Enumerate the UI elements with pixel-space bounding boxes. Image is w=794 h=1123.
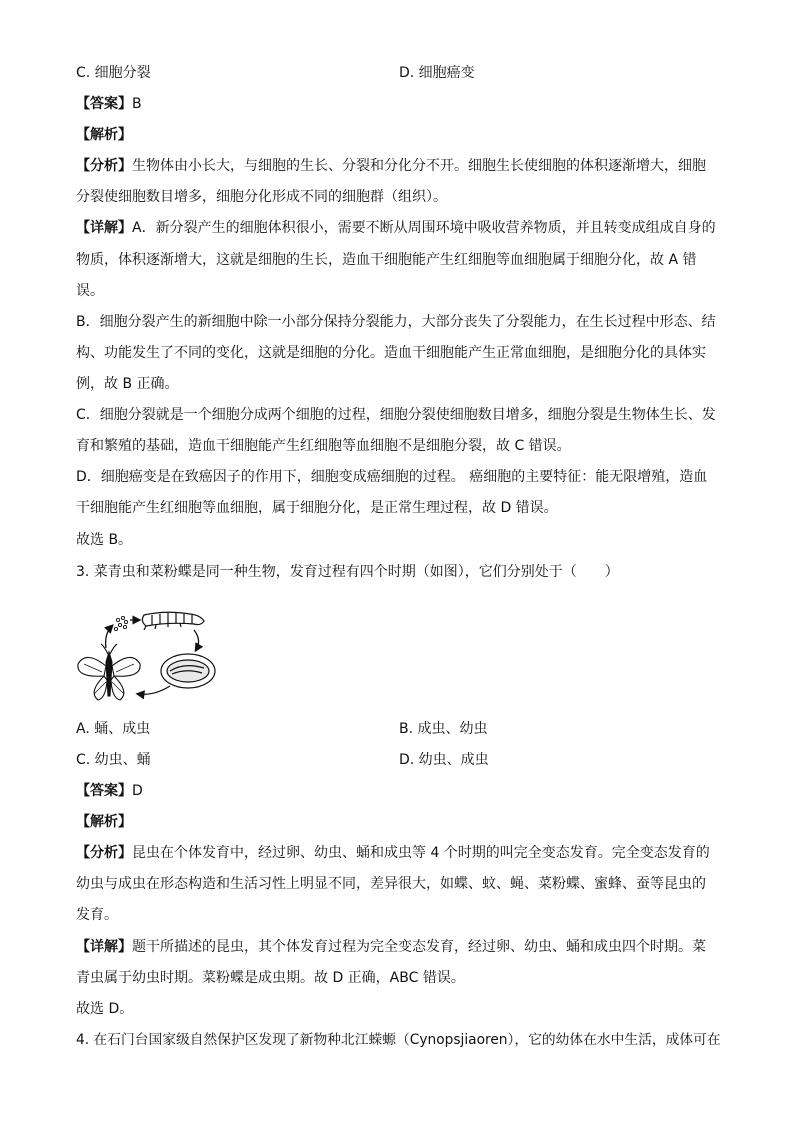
eggs-icon (114, 616, 127, 630)
q2-detail-d-line1: D．细胞癌变是在致癌因子的作用下，细胞变成癌细胞的过程。 癌细胞的主要特征：能无限增殖，造血 (76, 469, 708, 485)
answer-tag: 【答案】 (76, 783, 132, 799)
answer-tag: 【答案】 (76, 96, 132, 112)
q2-detail-a-line3: 误。 (76, 283, 104, 299)
q2-detail-a-line2: 物质，体积逐渐增大，这就是细胞的生长，造血干细胞能产生红细胞等血细胞属于细胞分化，故 A 错 (76, 252, 697, 268)
fenxi-text: 生物体由小长大，与细胞的生长、分裂和分化分不开。细胞生长使细胞的体积逐渐增大，细胞 (132, 158, 706, 174)
answer-value: D (132, 783, 143, 799)
butterfly-life-cycle-figure (74, 606, 224, 710)
q3-fenxi-line2: 幼虫与成虫在形态构造和生活习性上明显不同，差异很大，如蝶、蚊、蝇、菜粉蝶、蜜蜂、蚕等昆虫的 (76, 876, 706, 892)
q3-option-d[interactable]: D. 幼虫、成虫 (399, 752, 489, 768)
q3-fenxi-line1 (76, 843, 710, 863)
butterfly-icon (78, 644, 140, 700)
detail-text: 题干所描述的昆虫，其个体发育过程为完全变态发育，经过卵、幼虫、蛹和成虫四个时期。菜 (132, 939, 706, 955)
q2-answer (76, 94, 142, 114)
xiangjie-tag: 【详解】 (76, 220, 132, 236)
fenxi-tag: 【分析】 (76, 158, 132, 174)
xiangjie-tag: 【详解】 (76, 939, 132, 955)
q2-detail-b-line2: 构、功能发生了不同的变化，这就是细胞的分化。造血干细胞能产生正常血细胞，是细胞分化的具体实 (76, 345, 706, 361)
q3-conclusion: 故选 D。 (76, 1001, 134, 1017)
q2-detail-b-line3: 例，故 B 正确。 (76, 376, 179, 392)
q2-conclusion: 故选 B。 (76, 532, 133, 548)
q3-answer (76, 781, 143, 801)
q3-option-c[interactable]: C. 幼虫、蛹 (76, 752, 151, 768)
q2-detail-c-line1: C．细胞分裂就是一个细胞分成两个细胞的过程，细胞分裂使细胞数目增多，细胞分裂是生物体生长、发 (76, 407, 716, 423)
q2-option-c[interactable]: C. 细胞分裂 (76, 65, 151, 81)
q4-stem: 4. 在石门台国家级自然保护区发现了新物种北江蝾螈（Cynopsjiaoren），它的幼体在水中生活，成体可在 (76, 1032, 721, 1048)
q3-detail-line2: 青虫属于幼虫时期。菜粉蝶是成虫期。故 D 正确，ABC 错误。 (76, 970, 465, 986)
answer-value: B (132, 96, 142, 112)
q3-analysis-tag: 【解析】 (76, 814, 132, 830)
q2-option-d[interactable]: D. 细胞癌变 (399, 65, 475, 81)
q2-detail-a-line1 (76, 218, 716, 238)
q2-analysis-tag: 【解析】 (76, 127, 132, 143)
q2-detail-c-line2: 育和繁殖的基础，造血干细胞能产生红细胞等血细胞不是细胞分裂，故 C 错误。 (76, 438, 571, 454)
q2-detail-d-line2: 干细胞能产生红细胞等血细胞，属于细胞分化，是正常生理过程，故 D 错误。 (76, 500, 558, 516)
q2-detail-b-line1: B．细胞分裂产生的新细胞中除一小部分保持分裂能力，大部分丧失了分裂能力，在生长过程中形态、结 (76, 314, 716, 330)
q3-stem: 3. 菜青虫和菜粉蝶是同一种生物，发育过程有四个时期（如图），它们分别处于（ ） (76, 564, 619, 580)
detail-text: A．新分裂产生的细胞体积很小，需要不断从周围环境中吸收营养物质，并且转变成组成自身的 (132, 220, 716, 236)
q3-option-b[interactable]: B. 成虫、幼虫 (399, 721, 488, 737)
q2-fenxi-line2: 分裂使细胞数目增多，细胞分化形成不同的细胞群（组织）。 (76, 189, 447, 205)
pupa-icon (161, 654, 215, 688)
q2-fenxi-line1 (76, 156, 706, 176)
q3-fenxi-line3: 发育。 (76, 907, 118, 923)
larva-icon (142, 612, 204, 630)
fenxi-text: 昆虫在个体发育中，经过卵、幼虫、蛹和成虫等 4 个时期的叫完全变态发育。完全变态发育的 (132, 845, 710, 861)
q3-option-a[interactable]: A. 蛹、成虫 (76, 721, 151, 737)
q3-detail-line1 (76, 937, 706, 957)
fenxi-tag: 【分析】 (76, 845, 132, 861)
